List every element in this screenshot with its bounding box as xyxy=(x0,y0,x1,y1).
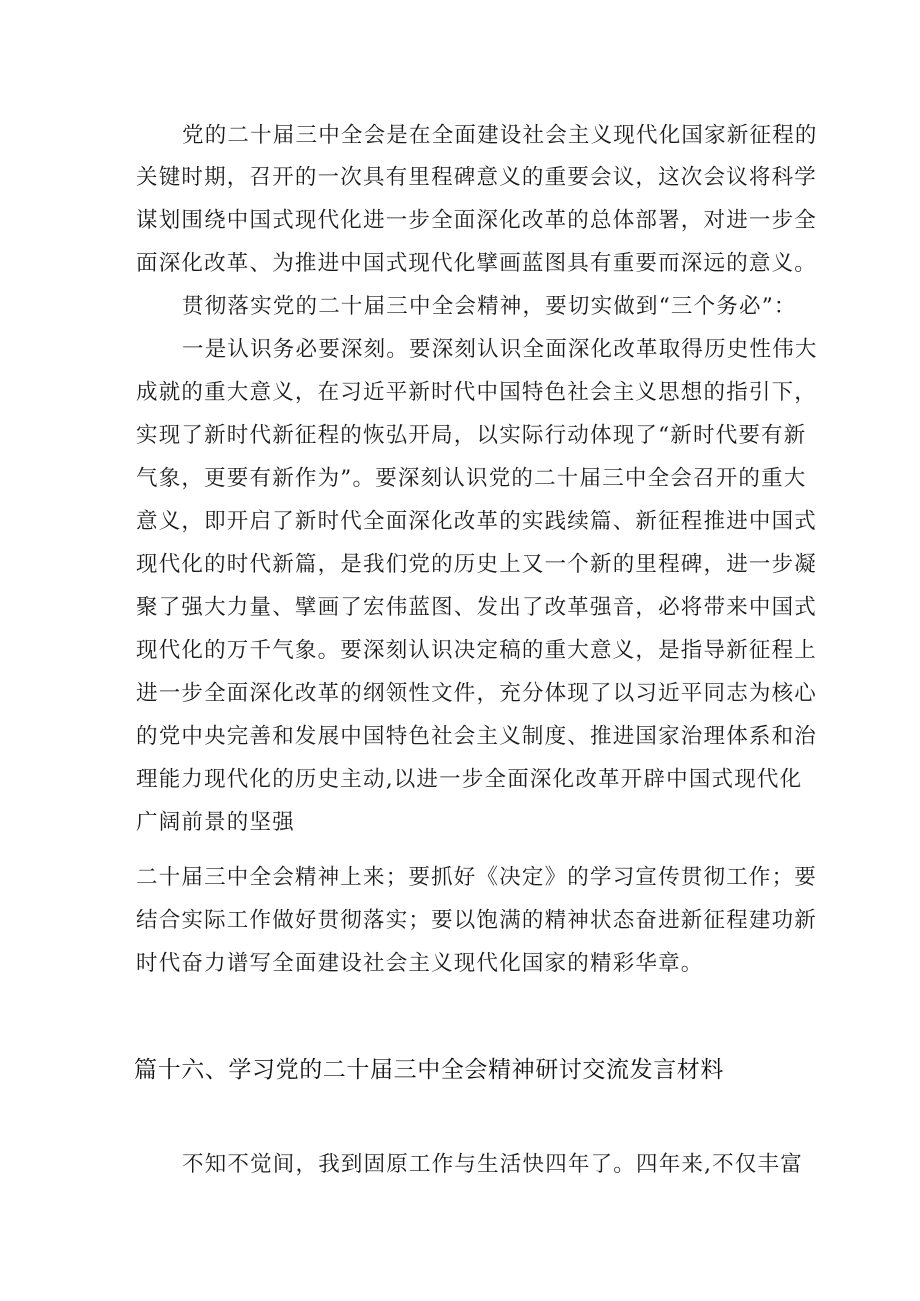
text-line: 理能力现代化的历史主动,以进一步全面深化改革开辟中国式现代化 xyxy=(136,767,803,792)
text-line: 时代奋力谱写全面建设社会主义现代化国家的精彩华章。 xyxy=(136,951,704,976)
text-line: 一是认识务必要深刻。要深刻认识全面深化改革取得历史性伟大 xyxy=(182,337,818,362)
text-line: 现代化的时代新篇，是我们党的历史上又一个新的里程碑，进一步凝 xyxy=(136,552,818,577)
text-line: 不知不觉间，我到固原工作与生活快四年了。四年来,不仅丰富 xyxy=(182,1152,803,1177)
text-line: 党的二十届三中全会是在全面建设社会主义现代化国家新征程的 xyxy=(182,123,818,148)
text-line: 面深化改革、为推进中国式现代化擘画蓝图具有重要而深远的意义。 xyxy=(136,251,818,276)
text-line: 广阔前景的坚强 xyxy=(136,810,295,835)
text-line: 现代化的万千气象。要深刻认识决定稿的重大意义，是指导新征程上 xyxy=(136,638,818,663)
text-line: 二十届三中全会精神上来；要抓好《决定》的学习宣传贯彻工作；要 xyxy=(136,865,818,890)
text-line: 贯彻落实党的二十届三中全会精神，要切实做到“三个务必”： xyxy=(182,294,797,319)
section-heading: 篇十六、学习党的二十届三中全会精神研讨交流发言材料 xyxy=(134,1057,724,1083)
text-line: 实现了新时代新征程的恢弘开局，以实际行动体现了“新时代要有新 xyxy=(136,423,807,448)
text-line: 谋划围绕中国式现代化进一步全面深化改革的总体部署，对进一步全 xyxy=(136,208,818,233)
text-line: 成就的重大意义，在习近平新时代中国特色社会主义思想的指引下， xyxy=(136,380,818,405)
text-line: 的党中央完善和发展中国特色社会主义制度、推进国家治理体系和治 xyxy=(136,724,818,749)
text-line: 结合实际工作做好贯彻落实；要以饱满的精神状态奋进新征程建功新 xyxy=(136,908,818,933)
text-line: 气象，更要有新作为”。要深刻认识党的二十届三中全会召开的重大 xyxy=(136,466,807,491)
text-line: 进一步全面深化改革的纲领性文件，充分体现了以习近平同志为核心 xyxy=(136,681,818,706)
text-line: 关键时期，召开的一次具有里程碑意义的重要会议，这次会议将科学 xyxy=(136,165,818,190)
text-line: 聚了强大力量、擘画了宏伟蓝图、发出了改革强音，必将带来中国式 xyxy=(136,595,818,620)
text-line: 意义，即开启了新时代全面深化改革的实践续篇、新征程推进中国式 xyxy=(136,509,818,534)
